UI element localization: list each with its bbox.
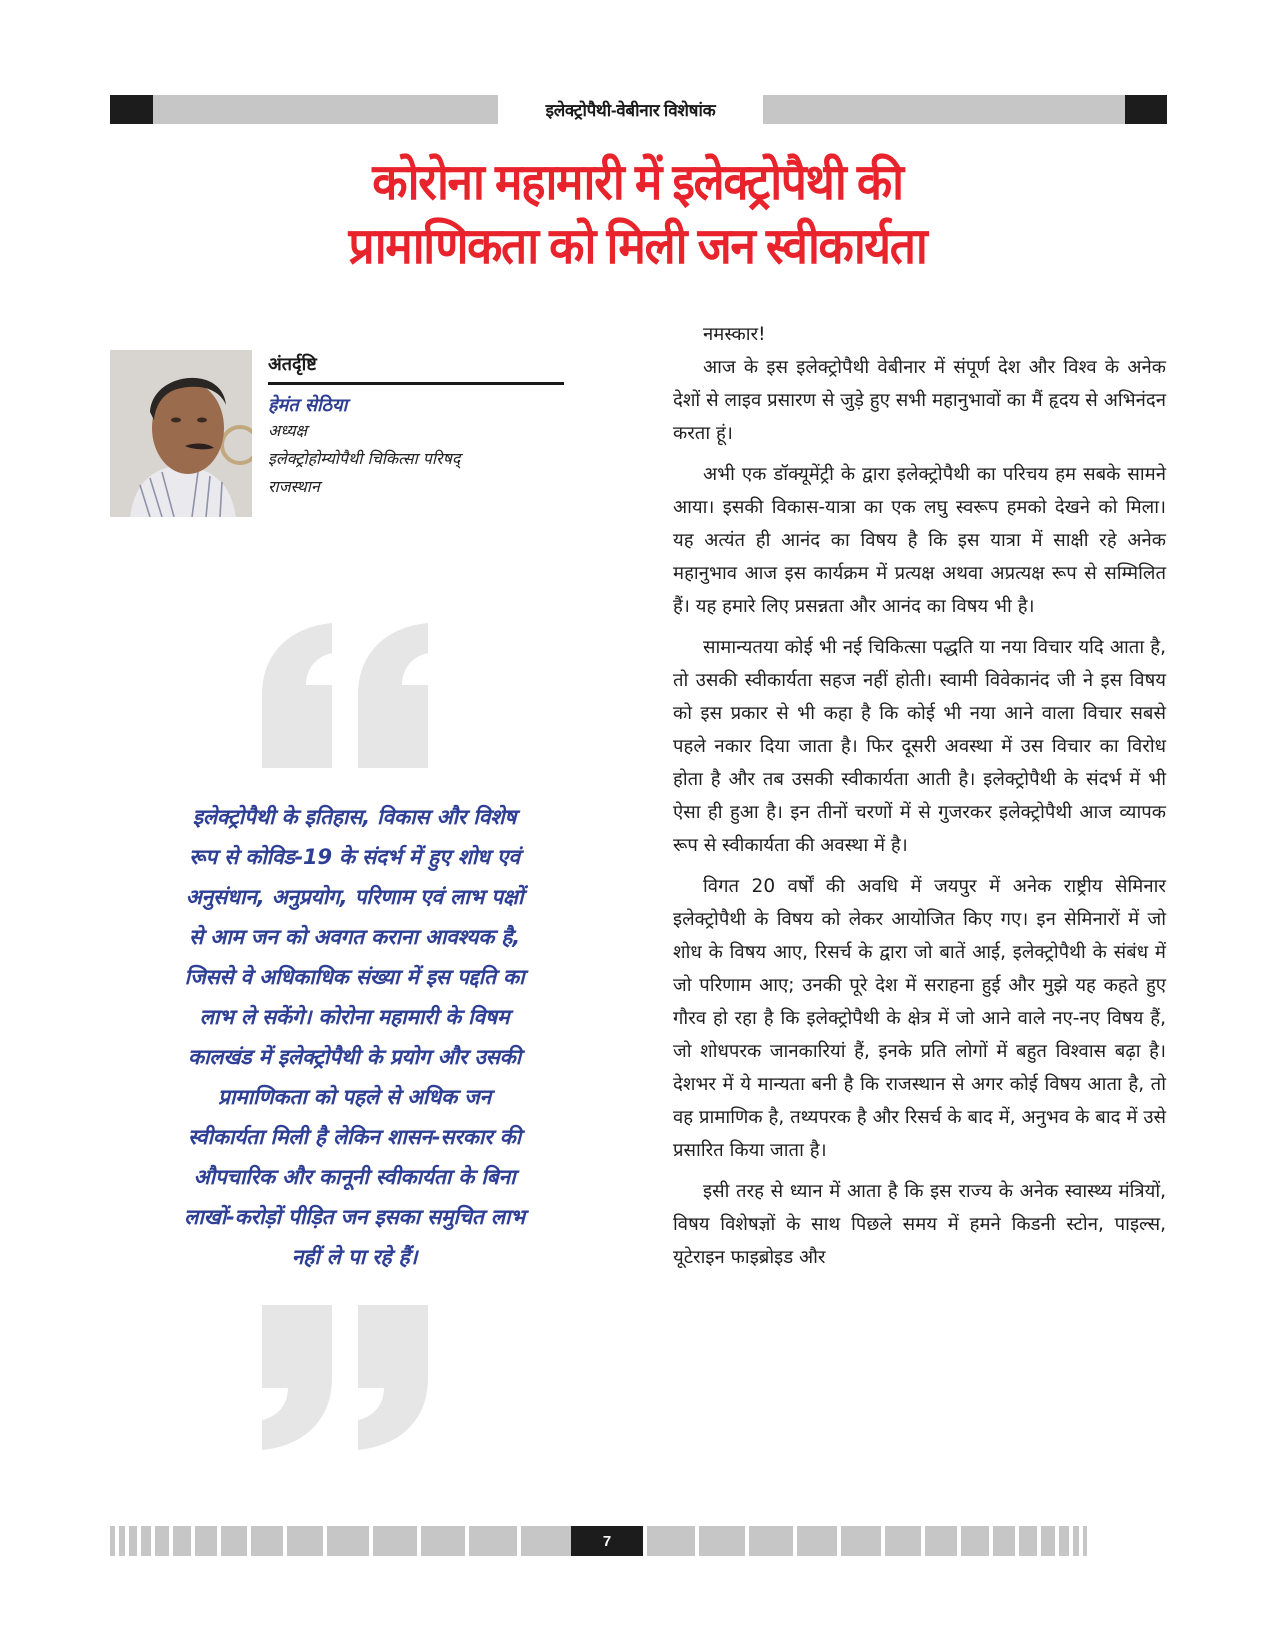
body-paragraph: आज के इस इलेक्ट्रोपैथी वेबीनार में संपूर्ण देश और विश्व के अनेक देशों से लाइव प्रसारण से जुड़े हुए सभी महानुभावों का मैं हृदय से अभिनंदन करता हूं। — [673, 357, 1166, 444]
footer-segment — [469, 1526, 517, 1556]
footer-segment — [993, 1526, 1015, 1556]
footer-segment — [1041, 1526, 1055, 1556]
body-paragraph: सामान्यतया कोई भी नई चिकित्सा पद्धति या नया विचार यदि आता है, तो उसकी स्वीकार्यता सहज नहीं होती। स्वामी विवेकानंद जी ने इस विषय को इस प्रकार से भी कहा है कि कोई भी नया आने वाला विचार सबसे पहले नकार दिया जाता है। फिर दूसरी अवस्था में उस विचार का विरोध होता है और तब उसकी स्वीकार्यता आती है। इलेक्ट्रोपैथी के संदर्भ में भी ऐसा ही हुआ है। इन तीनों चरणों में से गुजरकर इलेक्ट्रोपैथी आज व्यापक रूप से स्वीकार्यता की अवस्था में है। — [673, 637, 1166, 856]
author-place: राजस्थान — [268, 477, 320, 496]
footer-segment — [925, 1526, 957, 1556]
headline-line-1: कोरोना महामारी में इलेक्ट्रोपैथी की — [372, 154, 903, 210]
footer-segment — [173, 1526, 191, 1556]
quote-line: कालखंड में इलेक्ट्रोपैथी के प्रयोग और उसकी — [187, 1045, 522, 1069]
header-band-left — [153, 95, 498, 124]
footer-segment — [961, 1526, 989, 1556]
body-paragraph: विगत 20 वर्षों की अवधि में जयपुर में अनेक राष्ट्रीय सेमिनार इलेक्ट्रोपैथी के विषय को लेकर आयोजित किए गए। इन सेमिनारों में जो शोध के विषय आए, रिसर्च के द्वारा जो बातें आई, इलेक्ट्रोपैथी के संबंध में जो परिणाम आए; उनकी पूरे देश में सराहना हुई और मुझे यह कहते हुए गौरव हो रहा है कि इलेक्ट्रोपैथी के क्षेत्र में जो आने वाले नए-नए विषय हैं, जो शोधपरक जानकारियां हैं, इनके प्रति लोगों में बहुत विश्वास बढ़ा है। देशभर में ये मान्यता बनी है कि राजस्थान से अगर कोई विषय आता है, तो वह प्रामाणिक है, तथ्यपरक है और रिसर्च के बाद में, अनुभव के बाद में उसे प्रसारित किया जाता है। — [673, 876, 1166, 1161]
page-number: 7 — [571, 1526, 643, 1556]
footer-segment — [129, 1526, 137, 1556]
footer-segment — [421, 1526, 465, 1556]
quote-line: से आम जन को अवगत कराना आवश्यक है, — [188, 925, 521, 949]
quote-line: अनुसंधान, अनुप्रयोग, परिणाम एवं लाभ पक्षों — [185, 885, 524, 909]
footer-segment — [647, 1526, 695, 1556]
footer-segment — [119, 1526, 125, 1556]
footer-segment — [1019, 1526, 1037, 1556]
page-footer — [110, 1526, 1167, 1556]
body-paragraph: इसी तरह से ध्यान में आता है कि इस राज्य के अनेक स्वास्थ्य मंत्रियों, विषय विशेषज्ञों के साथ पिछले समय में हमने किडनी स्टोन, पाइल्स, यूटेराइन फाइब्रोइड और — [673, 1181, 1166, 1268]
close-quote-right — [358, 1305, 428, 1450]
quote-line: लाखों-करोड़ों पीड़ित जन इसका समुचित लाभ — [184, 1205, 525, 1229]
footer-segment — [699, 1526, 745, 1556]
footer-segment — [1083, 1526, 1087, 1556]
footer-segment — [327, 1526, 369, 1556]
footer-segment — [797, 1526, 837, 1556]
body-paragraph: अभी एक डॉक्यूमेंट्री के द्वारा इलेक्ट्रोपैथी का परिचय हम सबके सामने आया। इसकी विकास-यात्रा का एक लघु स्वरूप हमको देखने को मिला। यह अत्यंत ही आनंद का विषय है कि इस यात्रा में साक्षी रहे अनेक महानुभाव आज इस कार्यक्रम में प्रत्यक्ष अथवा अप्रत्यक्ष रूप से सम्मिलित हैं। यह हमारे लिए प्रसन्नता और आनंद का विषय भी है। — [673, 464, 1166, 617]
header-band-right — [763, 95, 1125, 124]
close-quote-icon — [262, 1305, 432, 1450]
section-label: अंतर्दृष्टि — [268, 352, 564, 385]
close-quote-left — [262, 1305, 332, 1450]
running-header — [110, 95, 1167, 124]
open-quote-left — [262, 623, 332, 768]
footer-segment — [195, 1526, 217, 1556]
quote-line: प्रामाणिकता को पहले से अधिक जन — [218, 1085, 491, 1109]
pull-quote — [112, 797, 597, 1277]
quote-line: नहीं ले पा रहे हैं। — [291, 1245, 418, 1269]
author-photo — [110, 350, 252, 517]
quote-line: इलेक्ट्रोपैथी के इतिहास, विकास और विशेष — [192, 805, 517, 829]
footer-segment — [373, 1526, 417, 1556]
footer-segment — [155, 1526, 169, 1556]
greeting: नमस्कार! — [703, 324, 766, 345]
author-role: अध्यक्ष — [268, 421, 307, 440]
article-body — [673, 318, 1166, 1282]
author-organization: इलेक्ट्रोहोम्योपैथी चिकित्सा परिषद् — [268, 449, 461, 468]
quote-line: जिससे वे अधिकाधिक संख्या में इस पद्दति का — [184, 965, 525, 989]
author-name: हेमंत सेठिया — [268, 395, 348, 416]
author-info — [268, 352, 564, 501]
footer-segment — [251, 1526, 283, 1556]
footer-segment — [221, 1526, 247, 1556]
quote-line: स्वीकार्यता मिली है लेकिन शासन-सरकार की — [187, 1125, 522, 1149]
quote-line: औपचारिक और कानूनी स्वीकार्यता के बिना — [193, 1165, 516, 1189]
footer-segment — [749, 1526, 793, 1556]
open-quote-right — [358, 623, 428, 768]
footer-segment — [141, 1526, 151, 1556]
open-quote-icon — [262, 623, 432, 768]
footer-segment — [1059, 1526, 1069, 1556]
quote-line: रूप से कोविड-19 के संदर्भ में हुए शोध एवं — [189, 845, 520, 869]
footer-segment — [841, 1526, 881, 1556]
header-block-left — [110, 95, 153, 124]
portrait-image — [110, 350, 252, 517]
footer-segment — [885, 1526, 921, 1556]
article-headline — [150, 150, 1125, 278]
headline-line-2: प्रामाणिकता को मिली जन स्वीकार्यता — [348, 218, 927, 274]
header-block-right — [1125, 95, 1167, 124]
footer-segment — [287, 1526, 323, 1556]
quote-line: लाभ ले सकेंगे। कोरोना महामारी के विषम — [199, 1005, 510, 1029]
footer-segment — [1073, 1526, 1079, 1556]
running-title: इलेक्ट्रोपैथी-वेबीनार विशेषांक — [545, 101, 716, 120]
footer-segment — [521, 1526, 571, 1556]
footer-segment — [110, 1526, 115, 1556]
